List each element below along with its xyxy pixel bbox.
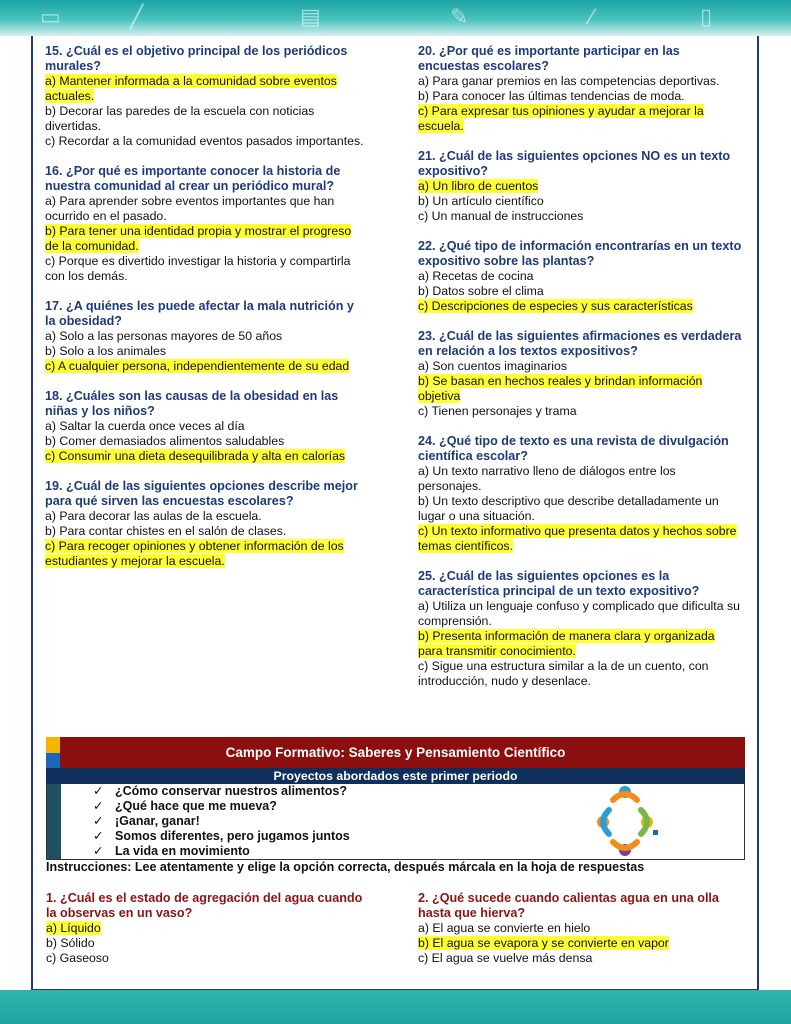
question-title: 15. ¿Cuál es el objetivo principal de los periódicos murales? [45, 44, 348, 73]
option[interactable]: a) Un libro de cuentos [418, 179, 539, 193]
question-block [418, 569, 742, 689]
question-block [418, 44, 742, 134]
option[interactable]: c) Sigue una estructura similar a la de un cuento, con introducción, nudo y desenlace. [418, 659, 709, 688]
right-question-column [418, 44, 742, 704]
question-block [45, 44, 365, 149]
option[interactable]: b) Un texto descriptivo que describe detalladamente un lugar o una situación. [418, 494, 719, 523]
project-item: ✓ Somos diferentes, pero jugamos juntos [93, 829, 350, 843]
option[interactable]: c) Un manual de instrucciones [418, 209, 584, 223]
option[interactable]: b) Un artículo científico [418, 194, 544, 208]
question-block [418, 434, 742, 554]
question-block [45, 479, 365, 569]
option[interactable]: c) Porque es divertido investigar la historia y compartirla con los demás. [45, 254, 351, 283]
option[interactable]: c) Tienen personajes y trama [418, 404, 577, 418]
bottom-left-question [46, 891, 376, 966]
project-item: ✓ ¡Ganar, ganar! [93, 814, 200, 828]
option[interactable]: a) Recetas de cocina [418, 269, 534, 283]
option[interactable]: c) Un texto informativo que presenta datos y hechos sobre temas científicos. [418, 524, 737, 553]
project-item: ✓ La vida en movimiento [93, 844, 250, 858]
question-title: 23. ¿Cuál de las siguientes afirmaciones es verdadera en relación a los textos expositivos? [418, 329, 742, 358]
option[interactable]: a) Utiliza un lenguaje confuso y complicado que dificulta su comprensión. [418, 599, 740, 628]
option[interactable]: b) Para contar chistes en el salón de clases. [45, 524, 287, 538]
option[interactable]: b) Para tener una identidad propia y mostrar el progreso de la comunidad. [45, 224, 352, 253]
question-title: 20. ¿Por qué es importante participar en las encuestas escolares? [418, 44, 680, 73]
section-header [46, 737, 745, 768]
option[interactable]: c) Recordar a la comunidad eventos pasados importantes. [45, 134, 364, 148]
bottom-right-question [418, 891, 738, 966]
question-title: 16. ¿Por qué es importante conocer la historia de nuestra comunidad al crear un periódico mural? [45, 164, 341, 193]
option[interactable]: a) Un texto narrativo lleno de diálogos entre los personajes. [418, 464, 676, 493]
option[interactable]: a) Para aprender sobre eventos importantes que han ocurrido en el pasado. [45, 194, 335, 223]
question-title: 24. ¿Qué tipo de texto es una revista de divulgación científica escolar? [418, 434, 729, 463]
option[interactable]: a) Para decorar las aulas de la escuela. [45, 509, 262, 523]
option[interactable]: a) Mantener informada a la comunidad sobre eventos actuales. [45, 74, 337, 103]
question-block [418, 149, 742, 224]
project-item: ✓ ¿Cómo conservar nuestros alimentos? [93, 784, 348, 798]
bottom-decorative-band [0, 990, 791, 1024]
option[interactable]: a) Para ganar premios en las competencias deportivas. [418, 74, 720, 88]
top-decorative-band [0, 0, 791, 36]
yellow-square-accent [46, 737, 60, 753]
option[interactable]: a) Son cuentos imaginarios [418, 359, 568, 373]
formative-field-section [46, 737, 745, 860]
projects-box [46, 784, 745, 860]
question-block [45, 164, 365, 284]
projects-side-bar [47, 784, 61, 859]
option[interactable]: b) El agua se evapora y se convierte en vapor [418, 936, 669, 950]
option[interactable]: c) Gaseoso [46, 951, 109, 965]
check-icon: ✓ [93, 784, 104, 798]
pencil-doodle-icon: ✎ [450, 4, 469, 29]
book-doodle-icon: ▤ [300, 4, 321, 29]
option[interactable]: c) Consumir una dieta desequilibrada y alta en calorías [45, 449, 346, 463]
check-icon: ✓ [93, 844, 104, 858]
book-doodle-icon: ▭ [40, 4, 61, 29]
option[interactable]: c) Para expresar tus opiniones y ayudar a mejorar la escuela. [418, 104, 704, 133]
option[interactable]: c) Descripciones de especies y sus características [418, 299, 693, 313]
option[interactable]: b) Sólido [46, 936, 95, 950]
pencil-doodle-icon: ⁄ [590, 4, 594, 29]
check-icon: ✓ [93, 799, 104, 813]
question-title: 25. ¿Cuál de las siguientes opciones es la característica principal de un texto expositivo? [418, 569, 700, 598]
option[interactable]: c) El agua se vuelve más densa [418, 951, 593, 965]
option[interactable]: b) Se basan en hechos reales y brindan información objetiva [418, 374, 703, 403]
option[interactable]: a) Solo a las personas mayores de 50 años [45, 329, 283, 343]
question-title: 17. ¿A quiénes les puede afectar la mala nutrición y la obesidad? [45, 299, 354, 328]
question-title: 1. ¿Cuál es el estado de agregación del agua cuando la observas en un vaso? [46, 891, 363, 920]
option[interactable]: a) El agua se convierte en hielo [418, 921, 591, 935]
question-title: 22. ¿Qué tipo de información encontrarías en un texto expositivo sobre las plantas? [418, 239, 742, 268]
question-block [418, 329, 742, 419]
section-title: Campo Formativo: Saberes y Pensamiento Científico [225, 745, 566, 760]
option[interactable]: b) Presenta información de manera clara y organizada para transmitir conocimiento. [418, 629, 715, 658]
question-title: 2. ¿Qué sucede cuando calientas agua en una olla hasta que hierva? [418, 891, 719, 920]
question-block [45, 299, 365, 374]
check-icon: ✓ [93, 814, 104, 828]
question-title: 19. ¿Cuál de las siguientes opciones describe mejor para qué sirven las encuestas escolares? [45, 479, 358, 508]
projects-list [93, 784, 350, 859]
option[interactable]: c) A cualquier persona, independientemente de su edad [45, 359, 350, 373]
option[interactable]: b) Para conocer las últimas tendencias de moda. [418, 89, 685, 103]
section-subtitle: Proyectos abordados este primer periodo [46, 768, 745, 784]
check-icon: ✓ [93, 829, 104, 843]
option[interactable]: b) Comer demasiados alimentos saludables [45, 434, 285, 448]
question-title: 21. ¿Cuál de las siguientes opciones NO es un texto expositivo? [418, 149, 731, 178]
notebook-doodle-icon: ▯ [700, 4, 713, 29]
people-circle-logo-icon [587, 784, 663, 858]
question-block [418, 239, 742, 314]
option[interactable]: b) Datos sobre el clima [418, 284, 544, 298]
instructions-text: Instrucciones: Lee atentamente y elige la opción correcta, después márcala en la hoja de respuestas [46, 860, 645, 874]
project-item: ✓ ¿Qué hace que me mueva? [93, 799, 277, 813]
question-block [45, 389, 365, 464]
left-question-column [45, 44, 365, 584]
option[interactable]: b) Decorar las paredes de la escuela con noticias divertidas. [45, 104, 315, 133]
option[interactable]: c) Para recoger opiniones y obtener información de los estudiantes y mejorar la escuela. [45, 539, 344, 568]
option[interactable]: a) Saltar la cuerda once veces al día [45, 419, 245, 433]
ruler-doodle-icon: ╱ [130, 4, 144, 29]
option[interactable]: b) Solo a los animales [45, 344, 166, 358]
option[interactable]: a) Líquido [46, 921, 101, 935]
question-title: 18. ¿Cuáles son las causas de la obesidad en las niñas y los niños? [45, 389, 339, 418]
blue-square-accent [46, 753, 60, 768]
